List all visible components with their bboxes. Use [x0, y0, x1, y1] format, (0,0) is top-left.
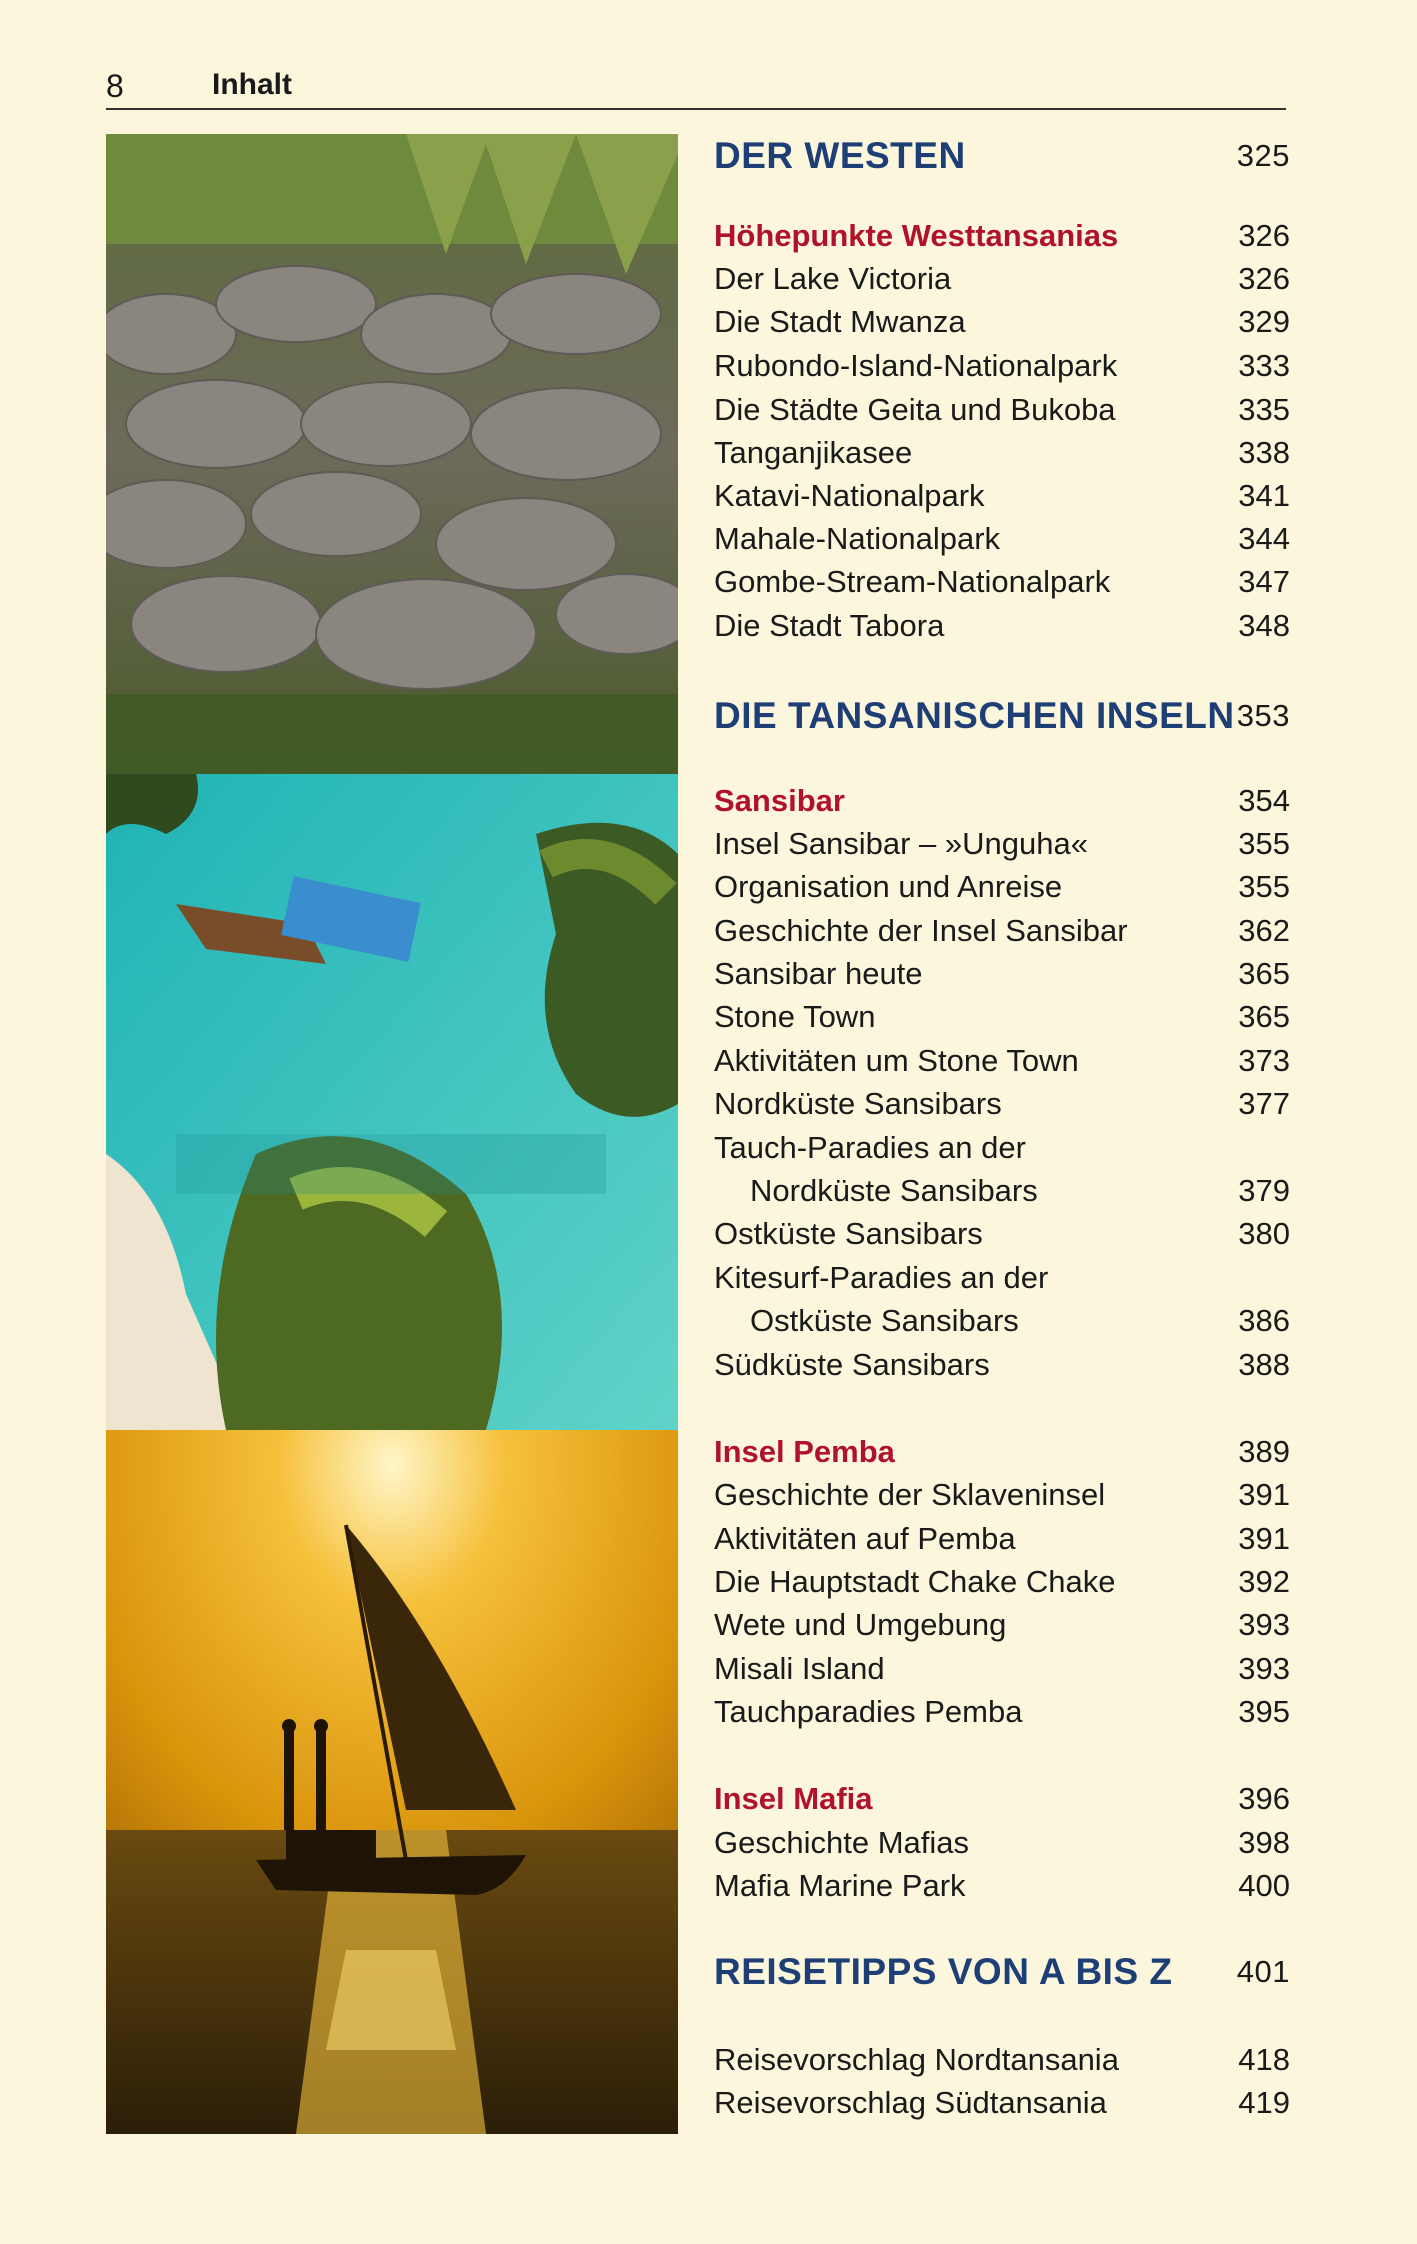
toc-entry-page: 380: [1238, 1216, 1290, 1251]
photo-column: [106, 134, 678, 2134]
toc-entry-title: Die Stadt Mwanza: [714, 304, 966, 339]
toc-entry-page: 398: [1238, 1825, 1290, 1860]
toc-entry: [714, 1256, 1290, 1300]
toc-entry-page: 355: [1238, 869, 1290, 904]
toc-entry: [714, 1126, 1290, 1170]
dhow-turquoise-lagoon-photo: [106, 774, 678, 1430]
toc-entry-page: 338: [1238, 435, 1290, 470]
toc-entry: [714, 909, 1290, 953]
toc-entry-page: 326: [1238, 218, 1290, 253]
toc-entry-page: 344: [1238, 521, 1290, 556]
page-header: [106, 64, 1286, 110]
toc-entry: [714, 560, 1290, 604]
toc-entry-title: Stone Town: [714, 999, 876, 1034]
toc-entry: [714, 2038, 1290, 2082]
toc-entry-title: Sansibar: [714, 783, 845, 818]
toc-entry: [714, 1299, 1290, 1343]
toc-entry: [714, 1560, 1290, 1604]
toc-entry-page: 391: [1238, 1477, 1290, 1512]
toc-entry: [714, 257, 1290, 301]
toc-entry-title: Mahale-Nationalpark: [714, 521, 1001, 556]
toc-entry-page: 335: [1238, 392, 1290, 427]
toc-entry: [714, 1690, 1290, 1734]
hippo-pool-photo: [106, 134, 678, 774]
toc-entry-title: Südküste Sansibars: [714, 1347, 990, 1382]
toc-entry-page: 326: [1238, 261, 1290, 296]
page-number: 8: [106, 68, 124, 104]
toc-entry-title: Die Stadt Tabora: [714, 608, 945, 643]
toc-entry-page: 347: [1238, 564, 1290, 599]
toc-entry-title: Rubondo-Island-Nationalpark: [714, 348, 1118, 383]
toc-entry-title: Reisevorschlag Nordtansania: [714, 2042, 1119, 2077]
toc-entry-title: Geschichte Mafias: [714, 1825, 969, 1860]
toc-entry: [714, 344, 1290, 388]
dhow-sunset-photo: [106, 1430, 678, 2134]
toc-entry-page: 389: [1238, 1434, 1290, 1469]
toc-entry-page: 362: [1238, 913, 1290, 948]
toc-entry: [714, 1864, 1290, 1908]
toc-entry-title: Aktivitäten um Stone Town: [714, 1043, 1079, 1078]
toc-entry-page: 401: [1236, 1954, 1290, 1989]
toc-entry: [714, 431, 1290, 475]
toc-entry-title: Reisevorschlag Südtansania: [714, 2085, 1107, 2120]
toc-entry-title: Nordküste Sansibars: [750, 1173, 1038, 1208]
toc-entry-title: DIE TANSANISCHEN INSELN: [714, 695, 1235, 736]
toc-entry-title: Katavi-Nationalpark: [714, 478, 985, 513]
toc-entry-page: 365: [1238, 956, 1290, 991]
toc-entry-page: 419: [1238, 2085, 1290, 2120]
toc-entry-page: 377: [1238, 1086, 1290, 1121]
toc-entry-title: Gombe-Stream-Nationalpark: [714, 564, 1111, 599]
toc-chapter: [714, 694, 1290, 738]
toc-entry: [714, 952, 1290, 996]
toc-entry-title: Wete und Umgebung: [714, 1607, 1007, 1642]
toc-entry-title: Geschichte der Insel Sansibar: [714, 913, 1128, 948]
toc-section: [714, 779, 1290, 823]
toc-entry: [714, 1603, 1290, 1647]
toc-entry-page: 379: [1238, 1173, 1290, 1208]
toc-entry-title: Insel Pemba: [714, 1434, 895, 1469]
toc-entry: [714, 1082, 1290, 1126]
toc-entry-page: 393: [1238, 1651, 1290, 1686]
toc-entry-page: 395: [1238, 1694, 1290, 1729]
toc-entry: [714, 388, 1290, 432]
toc-entry-page: 348: [1238, 608, 1290, 643]
toc-chapter: [714, 134, 1290, 178]
toc-entry-page: 355: [1238, 826, 1290, 861]
toc-entry-title: Nordküste Sansibars: [714, 1086, 1002, 1121]
toc-entry-title: DER WESTEN: [714, 135, 966, 176]
toc-entry: [714, 1517, 1290, 1561]
toc-entry-page: 325: [1236, 138, 1290, 173]
toc-entry-title: Tanganjikasee: [714, 435, 913, 470]
toc-entry-page: 365: [1238, 999, 1290, 1034]
toc-entry: [714, 1647, 1290, 1691]
toc-entry-page: 329: [1238, 304, 1290, 339]
toc-entry: [714, 1343, 1290, 1387]
toc-section: [714, 214, 1290, 258]
toc-section: [714, 1430, 1290, 1474]
toc-entry: [714, 1821, 1290, 1865]
toc-entry-page: 333: [1238, 348, 1290, 383]
toc-entry-page: 392: [1238, 1564, 1290, 1599]
toc-entry-title: Mafia Marine Park: [714, 1868, 966, 1903]
toc-entry-page: 341: [1238, 478, 1290, 513]
toc-entry-title: Die Hauptstadt Chake Chake: [714, 1564, 1116, 1599]
toc-entry: [714, 1039, 1290, 1083]
toc-entry: [714, 604, 1290, 648]
toc-entry: [714, 2081, 1290, 2125]
toc-entry: [714, 1169, 1290, 1213]
toc-entry: [714, 474, 1290, 518]
toc-entry-page: 393: [1238, 1607, 1290, 1642]
toc-entry-title: Ostküste Sansibars: [750, 1303, 1019, 1338]
toc-entry-title: Tauch-Paradies an der: [714, 1130, 1026, 1165]
toc-entry-title: Kitesurf-Paradies an der: [714, 1260, 1049, 1295]
toc-entry-page: 418: [1238, 2042, 1290, 2077]
toc-entry-title: Höhepunkte Westtansanias: [714, 218, 1119, 253]
toc-entry-title: Insel Sansibar – »Unguha«: [714, 826, 1088, 861]
toc-entry-title: Sansibar heute: [714, 956, 923, 991]
toc-entry-title: Organisation und Anreise: [714, 869, 1063, 904]
toc-entry: [714, 1212, 1290, 1256]
toc-entry-title: Misali Island: [714, 1651, 885, 1686]
toc-entry: [714, 865, 1290, 909]
toc-entry: [714, 1473, 1290, 1517]
toc-entry-page: 388: [1238, 1347, 1290, 1382]
toc-entry-page: 386: [1238, 1303, 1290, 1338]
toc-chapter: [714, 1950, 1290, 1994]
toc-entry-page: 354: [1238, 783, 1290, 818]
toc-entry: [714, 822, 1290, 866]
toc-entry-page: 396: [1238, 1781, 1290, 1816]
toc-entry-page: 373: [1238, 1043, 1290, 1078]
toc-entry-page: 353: [1236, 698, 1290, 733]
toc-entry: [714, 517, 1290, 561]
toc-entry-title: Der Lake Victoria: [714, 261, 952, 296]
toc-entry-title: Tauchparadies Pemba: [714, 1694, 1023, 1729]
toc-entry-title: Insel Mafia: [714, 1781, 873, 1816]
toc-entry-page: 400: [1238, 1868, 1290, 1903]
toc-entry-title: Die Städte Geita und Bukoba: [714, 392, 1116, 427]
toc-entry-title: Ostküste Sansibars: [714, 1216, 983, 1251]
toc-entry: [714, 995, 1290, 1039]
toc-section: [714, 1777, 1290, 1821]
toc-entry-title: Geschichte der Sklaveninsel: [714, 1477, 1106, 1512]
toc-entry-title: REISETIPPS VON A BIS Z: [714, 1951, 1173, 1992]
toc-entry: [714, 300, 1290, 344]
toc-entry-title: Aktivitäten auf Pemba: [714, 1521, 1016, 1556]
section-title: Inhalt: [212, 68, 292, 101]
toc-entry-page: 391: [1238, 1521, 1290, 1556]
